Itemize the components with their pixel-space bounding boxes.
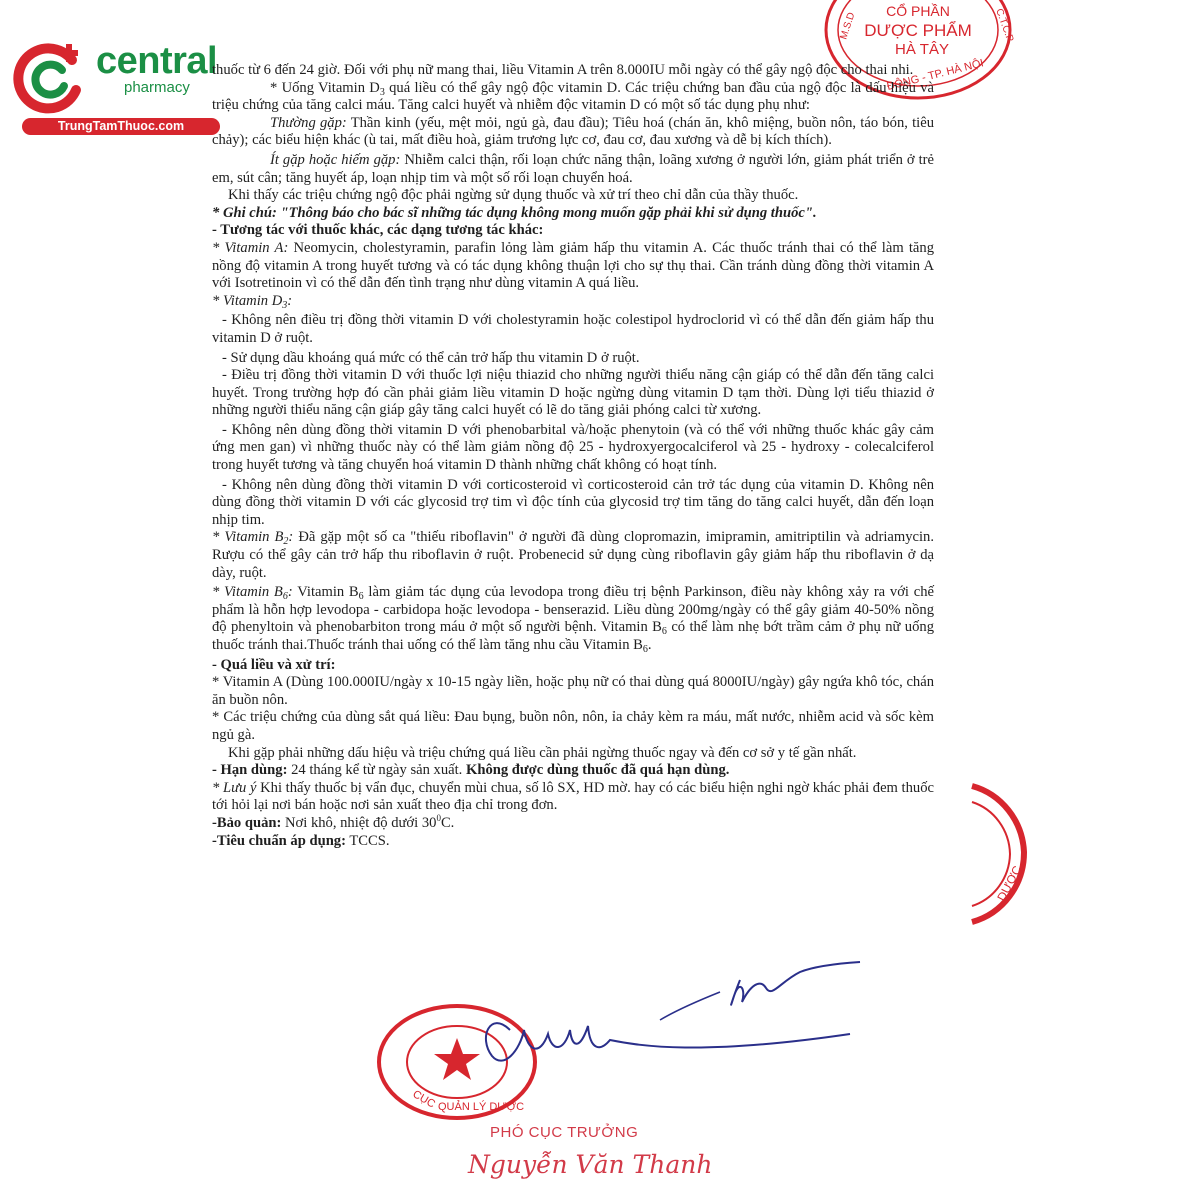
side-stamp (968, 780, 1038, 930)
svg-text:C.T.C.P: C.T.C.P (993, 7, 1016, 44)
logo-sub-text: pharmacy (124, 79, 190, 96)
doc-paragraph-vitamin-d3-overdose: * Uống Vitamin $D_3$ quá liều có thể gây ngộ độc vitamin D. Các triệu chứng ban đầu của ngộ độc là dấu hiệu và triệu chứng của tăng calci máu. Tăng calci huyết và nhiễm độc vitamin D có một số tác dụng phụ như: (212, 79, 934, 114)
signer-title: PHÓ CỤC TRƯỞNG (490, 1124, 639, 1141)
doc-standard: -Tiêu chuẩn áp dụng: TCCS. (212, 832, 390, 849)
section-heading-overdose: - Quá liều và xử trí: (212, 656, 336, 673)
doc-list-item: - Điều trị đồng thời vitamin D với thuốc lợi niệu thiazid cho những người thiểu năng cận giáp có thể dẫn đến tăng calci huyết. Trong trường hợp đó cần phải giảm liều vitamin D hoặc ngừng dùng vitamin D tạm thời. Dùng lợi tiểu thiazid ở những người thiểu năng cận giáp gây tăng calci huyết có lẽ do tăng giải phóng calci từ xương. (212, 367, 934, 419)
svg-text:DƯỢC PHẨM: DƯỢC PHẨM (864, 21, 972, 40)
section-heading-interactions: - Tương tác với thuốc khác, các dạng tương tác khác: (212, 222, 544, 239)
doc-storage: -Bảo quản: Nơi khô, nhiệt độ dưới $30^0C$. (212, 813, 455, 831)
doc-list-item: - Không nên điều trị đồng thời vitamin D với cholestyramin hoặc colestipol hydroclorid vì có thể dẫn đến giảm hấp thu vitamin D ở ruột. (212, 312, 934, 346)
doc-list-item: * Các triệu chứng của dùng sắt quá liều: Đau bụng, buồn nôn, nôn, ỉa chảy kèm ra máu, mất nước, nhiễm acid và sốc kèm ngủ gà. (212, 709, 934, 743)
doc-list-item: - Sử dụng dầu khoáng quá mức có thể cản trở hấp thu vitamin D ở ruột. (222, 349, 640, 366)
doc-subheading-vitamin-d3: * Vitamin $D_3$: (212, 292, 293, 311)
doc-list-item: - Không nên dùng đồng thời vitamin D với corticosteroid vì corticosteroid cản trở tác dụng của vitamin D. Không nên dùng đồng thời vitamin D với các glycosid trợ tim vì độc tính của glycosid trợ tim tăng do tăng calci huyết, dẫn đến loạn nhịp tim. (212, 476, 934, 528)
signer-name: Nguyễn Văn Thanh (468, 1150, 713, 1179)
logo-brand-text: central (96, 40, 218, 82)
doc-line: thuốc từ 6 đến 24 giờ. Đối với phụ nữ mang thai, liều Vitamin A trên 8.000IU mỗi ngày có thể gây ngộ độc cho thai nhi. (212, 62, 914, 78)
doc-line: Khi gặp phải những dấu hiệu và triệu chứng quá liều cần phải ngừng thuốc ngay và đến cơ sở y tế gần nhất. (228, 744, 857, 761)
doc-expiry: - Hạn dùng: 24 tháng kể từ ngày sản xuất. Không được dùng thuốc đã quá hạn dùng. (212, 762, 730, 779)
doc-paragraph-rare: Ít gặp hoặc hiếm gặp: Nhiễm calci thận, rối loạn chức năng thận, loãng xương ở người lớn, giảm phát triển ở trẻ em, sút cân; tăng huyết áp, loạn nhịp tim và một số rối loạn chuyển hoá. (212, 151, 934, 186)
logo-url-badge[interactable]: TrungTamThuoc.com (22, 118, 220, 135)
svg-text:QUẢN LÝ DƯỢC: QUẢN LÝ DƯỢC (438, 1101, 525, 1113)
doc-paragraph-vitamin-b6: * Vitamin $B_6$: Vitamin $B_6$ làm giảm tác dụng của levodopa trong điều trị bệnh Parkinson, điều này không xảy ra với chế phẩm là hỗn hợp levodopa - carbidopa hoặc levodopa - benserazid. Liều dùng 200mg/ngày có thể gây giảm 40-50% nồng độ phenyltoin và phenobarbiton trong máu ở một số người bệnh. Vitamin $B_6$ có thể làm nhẹ bớt trầm cảm ở phụ nữ uống thuốc tránh thai.Thuốc tránh thai uống có thể làm tăng nhu cầu Vitamin $B_6$. (212, 584, 934, 655)
central-pharmacy-logo[interactable] (10, 38, 218, 138)
svg-text:DƯỢC: DƯỢC (994, 863, 1025, 904)
doc-paragraph-vitamin-b2: * Vitamin $B_2$: Đã gặp một số ca "thiếu riboflavin" ở người đã dùng clopromazin, imipramin, amitriptilin và adriamycin. Rượu có thể gây cản trở hấp thu riboflavin ở ruột. Probenecid sử dụng cùng riboflavin gây giảm hấp thu riboflavin ở dạ dày, ruột. (212, 529, 934, 581)
svg-text:CỤC: CỤC (410, 1088, 438, 1111)
svg-text:HÀ TÂY: HÀ TÂY (895, 41, 949, 58)
handwritten-signature (470, 960, 870, 1070)
svg-text:CỔ PHẦN: CỔ PHẦN (886, 3, 950, 19)
doc-list-item: - Không nên dùng đồng thời vitamin D với phenobarbital và/hoặc phenytoin (và có thể với những thuốc khác gây cảm ứng men gan) vì những thuốc này có thể làm giảm nồng độ 25 - hydroxyergocalciferol và 25 - hydroxy - colecalciferol trong huyết tương và tăng chuyển hoá vitamin D thành những chất không có hoạt tính. (212, 421, 934, 474)
svg-text:M.S.D: M.S.D (838, 11, 858, 41)
central-pharmacy-logo-icon (10, 38, 90, 118)
doc-line: Khi thấy các triệu chứng ngộ độc phải ngừng sử dụng thuốc và xử trí theo chỉ dẫn của thầy thuốc. (228, 187, 799, 204)
doc-paragraph-vitamin-a: * Vitamin A: Neomycin, cholestyramin, parafin lỏng làm giảm hấp thu vitamin A. Các thuốc tránh thai có thể làm tăng nồng độ vitamin A trong huyết tương và có tác dụng không thuận lợi cho sự thụ thai. Cần tránh dùng đồng thời vitamin A với Isotretinoin vì có thể dẫn đến tình trạng như dùng vitamin A quá liều. (212, 239, 935, 292)
document-body (212, 62, 934, 850)
svg-text:ĐÔNG - TP. HÀ NỘI: ĐÔNG - TP. HÀ NỘI (885, 57, 985, 93)
doc-caution: * Lưu ý Khi thấy thuốc bị vẩn đục, chuyển mùi chua, số lô SX, HD mờ. hay có các biểu hiện nghi ngờ khác phải đem thuốc tới hỏi lại nơi bán hoặc nơi sản xuất theo địa chỉ trong đơn. (212, 779, 934, 814)
doc-list-item: * Vitamin A (Dùng 100.000IU/ngày x 10-15 ngày liền, hoặc phụ nữ có thai dùng quá 8000IU/ngày) gây ngứa khô tóc, chán ăn buồn nôn. (212, 674, 934, 708)
doc-paragraph-common: Thường gặp: Thần kinh (yếu, mệt mỏi, ngủ gà, đau đầu); Tiêu hoá (chán ăn, khô miệng, buồn nôn, táo bón, tiêu chảy); các biểu hiện khác (ù tai, mất điều hoà, giảm trương lực cơ, đau cơ, đau xương và dễ bị kích thích). (212, 114, 934, 149)
doc-note: * Ghi chú: "Thông báo cho bác sĩ những tác dụng không mong muốn gặp phải khi sử dụng thuốc". (212, 204, 817, 221)
